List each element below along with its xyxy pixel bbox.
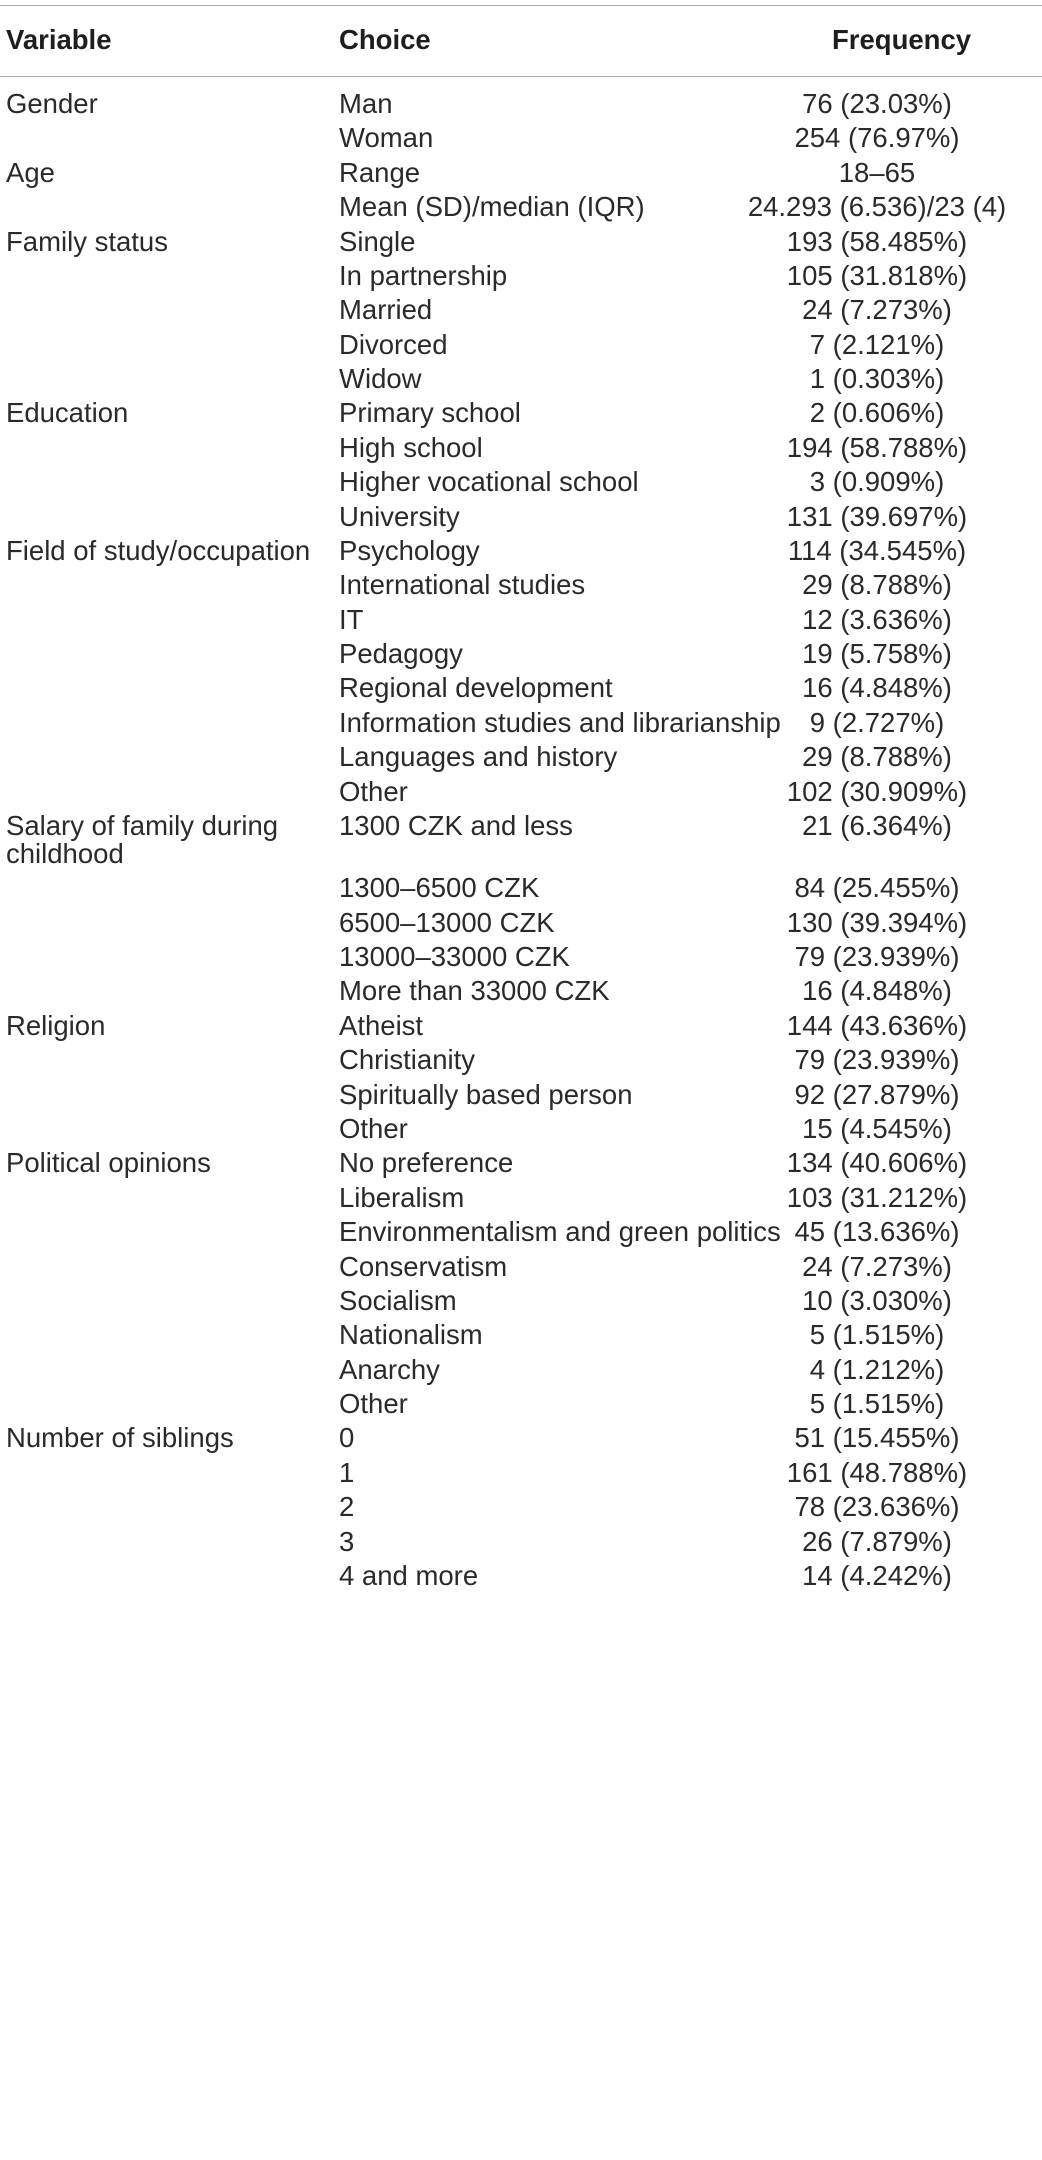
frequency-cell: 131 (39.697%) xyxy=(786,501,968,532)
frequency-cell: 78 (23.636%) xyxy=(794,1491,960,1522)
frequency-cell: 102 (30.909%) xyxy=(786,776,968,807)
frequency-cell: 24.293 (6.536)/23 (4) xyxy=(747,191,1007,222)
header-rule xyxy=(0,76,1042,77)
choice-cell: Other xyxy=(339,1388,408,1419)
frequency-cell: 3 (0.909%) xyxy=(809,466,945,497)
frequency-cell: 1 (0.303%) xyxy=(809,363,945,394)
frequency-cell: 19 (5.758%) xyxy=(802,638,952,669)
choice-cell: Other xyxy=(339,776,408,807)
choice-cell: 6500–13000 CZK xyxy=(339,907,555,938)
frequency-cell: 5 (1.515%) xyxy=(809,1388,945,1419)
frequency-cell: 4 (1.212%) xyxy=(809,1354,945,1385)
frequency-cell: 29 (8.788%) xyxy=(802,569,952,600)
choice-cell: Other xyxy=(339,1113,408,1144)
frequency-cell: 51 (15.455%) xyxy=(794,1422,960,1453)
choice-cell: High school xyxy=(339,432,483,463)
variable-label: Salary of family during childhood xyxy=(6,810,279,869)
frequency-cell: 45 (13.636%) xyxy=(794,1216,960,1247)
choice-cell: Pedagogy xyxy=(339,638,463,669)
choice-cell: 1 xyxy=(339,1457,355,1488)
choice-cell: Anarchy xyxy=(339,1354,440,1385)
frequency-cell: 26 (7.879%) xyxy=(802,1526,952,1557)
frequency-cell: 144 (43.636%) xyxy=(786,1010,968,1041)
variable-label: Family status xyxy=(6,226,168,257)
choice-cell: Widow xyxy=(339,363,422,394)
variable-label: Education xyxy=(6,397,129,428)
choice-cell: Nationalism xyxy=(339,1319,483,1350)
frequency-cell: 2 (0.606%) xyxy=(809,397,945,428)
frequency-cell: 24 (7.273%) xyxy=(802,294,952,325)
variable-label: Number of siblings xyxy=(6,1422,234,1453)
choice-cell: Languages and history xyxy=(339,741,618,772)
header-frequency: Frequency xyxy=(832,24,972,55)
choice-cell: Environmentalism and green politics xyxy=(339,1216,781,1247)
variable-label: Gender xyxy=(6,88,98,119)
frequency-cell: 114 (34.545%) xyxy=(787,535,967,566)
frequency-cell: 10 (3.030%) xyxy=(802,1285,952,1316)
choice-cell: Married xyxy=(339,294,433,325)
choice-cell: 1300–6500 CZK xyxy=(339,872,540,903)
frequency-cell: 79 (23.939%) xyxy=(794,941,960,972)
choice-cell: Atheist xyxy=(339,1010,424,1041)
frequency-cell: 9 (2.727%) xyxy=(809,707,945,738)
choice-cell: International studies xyxy=(339,569,586,600)
frequency-cell: 14 (4.242%) xyxy=(802,1560,952,1591)
table-top-rule xyxy=(0,5,1042,6)
frequency-cell: 254 (76.97%) xyxy=(794,122,960,153)
choice-cell: IT xyxy=(339,604,364,635)
frequency-cell: 76 (23.03%) xyxy=(802,88,952,119)
choice-cell: University xyxy=(339,501,460,532)
frequency-cell: 130 (39.394%) xyxy=(786,907,968,938)
frequency-cell: 134 (40.606%) xyxy=(786,1147,968,1178)
choice-cell: More than 33000 CZK xyxy=(339,975,610,1006)
choice-cell: Single xyxy=(339,226,416,257)
frequency-cell: 7 (2.121%) xyxy=(809,329,945,360)
choice-cell: 0 xyxy=(339,1422,355,1453)
frequency-cell: 5 (1.515%) xyxy=(809,1319,945,1350)
frequency-cell: 21 (6.364%) xyxy=(802,810,952,841)
choice-cell: Conservatism xyxy=(339,1251,508,1282)
frequency-cell: 16 (4.848%) xyxy=(802,975,952,1006)
choice-cell: Man xyxy=(339,88,393,119)
frequency-cell: 194 (58.788%) xyxy=(786,432,968,463)
frequency-cell: 103 (31.212%) xyxy=(786,1182,968,1213)
header-choice: Choice xyxy=(339,24,431,55)
choice-cell: 2 xyxy=(339,1491,355,1522)
frequency-cell: 16 (4.848%) xyxy=(802,672,952,703)
choice-cell: Primary school xyxy=(339,397,521,428)
choice-cell: Regional development xyxy=(339,672,613,703)
variable-label: Field of study/occupation xyxy=(6,535,311,566)
choice-cell: Psychology xyxy=(339,535,480,566)
choice-cell: In partnership xyxy=(339,260,508,291)
frequency-cell: 193 (58.485%) xyxy=(786,226,968,257)
choice-cell: Information studies and librarianship xyxy=(339,707,781,738)
choice-cell: 13000–33000 CZK xyxy=(339,941,570,972)
frequency-cell: 105 (31.818%) xyxy=(786,260,968,291)
choice-cell: No preference xyxy=(339,1147,514,1178)
variable-label: Political opinions xyxy=(6,1147,211,1178)
frequency-cell: 12 (3.636%) xyxy=(802,604,952,635)
frequency-cell: 29 (8.788%) xyxy=(802,741,952,772)
frequency-cell: 84 (25.455%) xyxy=(794,872,960,903)
variable-label: Religion xyxy=(6,1010,106,1041)
choice-cell: 3 xyxy=(339,1526,355,1557)
frequency-cell: 92 (27.879%) xyxy=(794,1079,960,1110)
choice-cell: Range xyxy=(339,157,421,188)
choice-cell: 4 and more xyxy=(339,1560,479,1591)
choice-cell: Divorced xyxy=(339,329,448,360)
choice-cell: Higher vocational school xyxy=(339,466,639,497)
header-variable: Variable xyxy=(6,24,112,55)
choice-cell: Woman xyxy=(339,122,434,153)
choice-cell: Mean (SD)/median (IQR) xyxy=(339,191,645,222)
frequency-cell: 161 (48.788%) xyxy=(786,1457,968,1488)
frequency-cell: 24 (7.273%) xyxy=(802,1251,952,1282)
choice-cell: Spiritually based person xyxy=(339,1079,633,1110)
choice-cell: Christianity xyxy=(339,1044,476,1075)
choice-cell: 1300 CZK and less xyxy=(339,810,573,841)
frequency-cell: 15 (4.545%) xyxy=(802,1113,952,1144)
frequency-cell: 18–65 xyxy=(838,157,916,188)
frequency-cell: 79 (23.939%) xyxy=(794,1044,960,1075)
choice-cell: Socialism xyxy=(339,1285,457,1316)
choice-cell: Liberalism xyxy=(339,1182,465,1213)
variable-label: Age xyxy=(6,157,55,188)
